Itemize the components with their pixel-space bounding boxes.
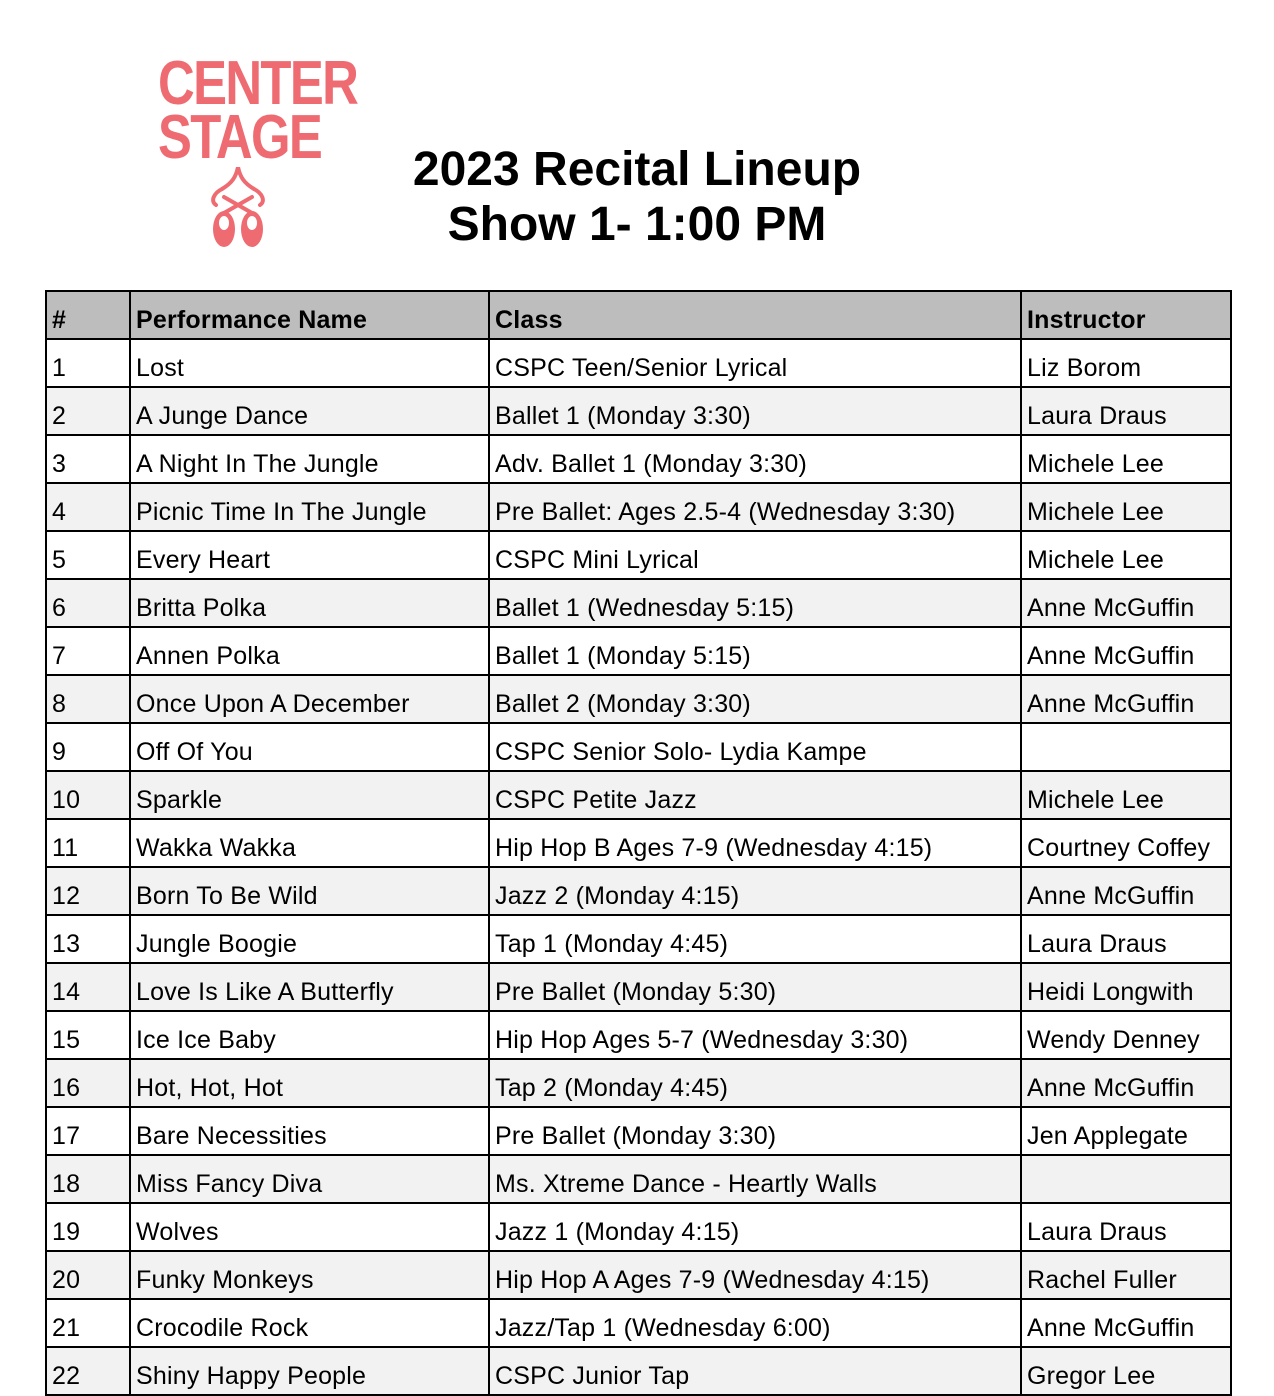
logo-line-2: STAGE bbox=[158, 103, 322, 172]
class-name: Jazz/Tap 1 (Wednesday 6:00) bbox=[489, 1299, 1021, 1347]
row-number: 10 bbox=[46, 771, 130, 819]
performance-name: Jungle Boogie bbox=[130, 915, 489, 963]
page-title: 2023 Recital Lineup bbox=[412, 143, 862, 196]
table-row bbox=[46, 1155, 1231, 1203]
performance-name: Shiny Happy People bbox=[130, 1347, 489, 1395]
row-number: 1 bbox=[46, 339, 130, 387]
performance-name: Sparkle bbox=[130, 771, 489, 819]
lineup-table-body bbox=[46, 339, 1231, 1395]
performance-name: A Junge Dance bbox=[130, 387, 489, 435]
row-number: 8 bbox=[46, 675, 130, 723]
class-name: Ballet 1 (Monday 5:15) bbox=[489, 627, 1021, 675]
instructor-name bbox=[1021, 1155, 1231, 1203]
performance-name: Every Heart bbox=[130, 531, 489, 579]
table-header-row bbox=[46, 291, 1231, 339]
performance-name: Annen Polka bbox=[130, 627, 489, 675]
instructor-name: Anne McGuffin bbox=[1021, 627, 1231, 675]
class-name: Pre Ballet: Ages 2.5-4 (Wednesday 3:30) bbox=[489, 483, 1021, 531]
instructor-name: Michele Lee bbox=[1021, 771, 1231, 819]
instructor-name: Anne McGuffin bbox=[1021, 1299, 1231, 1347]
instructor-name: Jen Applegate bbox=[1021, 1107, 1231, 1155]
instructor-name: Anne McGuffin bbox=[1021, 579, 1231, 627]
instructor-name: Laura Draus bbox=[1021, 387, 1231, 435]
class-name: Pre Ballet (Monday 3:30) bbox=[489, 1107, 1021, 1155]
table-row bbox=[46, 531, 1231, 579]
performance-name: Funky Monkeys bbox=[130, 1251, 489, 1299]
table-row bbox=[46, 771, 1231, 819]
column-header-class: Class bbox=[489, 291, 1021, 339]
row-number: 20 bbox=[46, 1251, 130, 1299]
instructor-name bbox=[1021, 723, 1231, 771]
class-name: Ms. Xtreme Dance - Heartly Walls bbox=[489, 1155, 1021, 1203]
instructor-name: Liz Borom bbox=[1021, 339, 1231, 387]
table-row bbox=[46, 1203, 1231, 1251]
table-row bbox=[46, 915, 1231, 963]
instructor-name: Anne McGuffin bbox=[1021, 675, 1231, 723]
logo-line-1: CENTER bbox=[158, 49, 358, 118]
table-row bbox=[46, 819, 1231, 867]
row-number: 7 bbox=[46, 627, 130, 675]
row-number: 3 bbox=[46, 435, 130, 483]
instructor-name: Gregor Lee bbox=[1021, 1347, 1231, 1395]
row-number: 18 bbox=[46, 1155, 130, 1203]
column-header-performance-name: Performance Name bbox=[130, 291, 489, 339]
performance-name: Once Upon A December bbox=[130, 675, 489, 723]
performance-name: Wakka Wakka bbox=[130, 819, 489, 867]
class-name: CSPC Teen/Senior Lyrical bbox=[489, 339, 1021, 387]
lineup-table bbox=[45, 290, 1232, 1396]
class-name: Hip Hop Ages 5-7 (Wednesday 3:30) bbox=[489, 1011, 1021, 1059]
row-number: 13 bbox=[46, 915, 130, 963]
table-row bbox=[46, 867, 1231, 915]
class-name: CSPC Senior Solo- Lydia Kampe bbox=[489, 723, 1021, 771]
table-row bbox=[46, 435, 1231, 483]
row-number: 22 bbox=[46, 1347, 130, 1395]
row-number: 16 bbox=[46, 1059, 130, 1107]
class-name: Tap 2 (Monday 4:45) bbox=[489, 1059, 1021, 1107]
class-name: CSPC Junior Tap bbox=[489, 1347, 1021, 1395]
row-number: 11 bbox=[46, 819, 130, 867]
row-number: 15 bbox=[46, 1011, 130, 1059]
performance-name: Bare Necessities bbox=[130, 1107, 489, 1155]
column-header-instructor: Instructor bbox=[1021, 291, 1231, 339]
performance-name: Born To Be Wild bbox=[130, 867, 489, 915]
row-number: 12 bbox=[46, 867, 130, 915]
show-subtitle: Show 1- 1:00 PM bbox=[447, 198, 827, 251]
class-name: Ballet 1 (Monday 3:30) bbox=[489, 387, 1021, 435]
performance-name: Wolves bbox=[130, 1203, 489, 1251]
row-number: 21 bbox=[46, 1299, 130, 1347]
instructor-name: Anne McGuffin bbox=[1021, 1059, 1231, 1107]
performance-name: Crocodile Rock bbox=[130, 1299, 489, 1347]
table-row bbox=[46, 483, 1231, 531]
row-number: 6 bbox=[46, 579, 130, 627]
instructor-name: Heidi Longwith bbox=[1021, 963, 1231, 1011]
table-row bbox=[46, 1299, 1231, 1347]
table-row bbox=[46, 1011, 1231, 1059]
table-row bbox=[46, 1059, 1231, 1107]
table-row bbox=[46, 627, 1231, 675]
row-number: 5 bbox=[46, 531, 130, 579]
performance-name: Hot, Hot, Hot bbox=[130, 1059, 489, 1107]
performance-name: Love Is Like A Butterfly bbox=[130, 963, 489, 1011]
class-name: CSPC Mini Lyrical bbox=[489, 531, 1021, 579]
class-name: CSPC Petite Jazz bbox=[489, 771, 1021, 819]
class-name: Jazz 1 (Monday 4:15) bbox=[489, 1203, 1021, 1251]
instructor-name: Laura Draus bbox=[1021, 915, 1231, 963]
row-number: 19 bbox=[46, 1203, 130, 1251]
table-row bbox=[46, 723, 1231, 771]
class-name: Jazz 2 (Monday 4:15) bbox=[489, 867, 1021, 915]
class-name: Adv. Ballet 1 (Monday 3:30) bbox=[489, 435, 1021, 483]
row-number: 14 bbox=[46, 963, 130, 1011]
table-row bbox=[46, 1251, 1231, 1299]
performance-name: Miss Fancy Diva bbox=[130, 1155, 489, 1203]
performance-name: Off Of You bbox=[130, 723, 489, 771]
instructor-name: Rachel Fuller bbox=[1021, 1251, 1231, 1299]
row-number: 2 bbox=[46, 387, 130, 435]
table-row bbox=[46, 1347, 1231, 1395]
row-number: 4 bbox=[46, 483, 130, 531]
table-row bbox=[46, 339, 1231, 387]
class-name: Hip Hop A Ages 7-9 (Wednesday 4:15) bbox=[489, 1251, 1021, 1299]
class-name: Tap 1 (Monday 4:45) bbox=[489, 915, 1021, 963]
column-header-number: # bbox=[46, 291, 130, 339]
instructor-name: Laura Draus bbox=[1021, 1203, 1231, 1251]
performance-name: A Night In The Jungle bbox=[130, 435, 489, 483]
instructor-name: Michele Lee bbox=[1021, 483, 1231, 531]
class-name: Ballet 1 (Wednesday 5:15) bbox=[489, 579, 1021, 627]
table-row bbox=[46, 387, 1231, 435]
class-name: Hip Hop B Ages 7-9 (Wednesday 4:15) bbox=[489, 819, 1021, 867]
instructor-name: Michele Lee bbox=[1021, 435, 1231, 483]
instructor-name: Courtney Coffey bbox=[1021, 819, 1231, 867]
performance-name: Picnic Time In The Jungle bbox=[130, 483, 489, 531]
performance-name: Britta Polka bbox=[130, 579, 489, 627]
class-name: Ballet 2 (Monday 3:30) bbox=[489, 675, 1021, 723]
class-name: Pre Ballet (Monday 5:30) bbox=[489, 963, 1021, 1011]
table-row bbox=[46, 963, 1231, 1011]
row-number: 17 bbox=[46, 1107, 130, 1155]
table-row bbox=[46, 579, 1231, 627]
instructor-name: Anne McGuffin bbox=[1021, 867, 1231, 915]
instructor-name: Wendy Denney bbox=[1021, 1011, 1231, 1059]
table-row bbox=[46, 675, 1231, 723]
instructor-name: Michele Lee bbox=[1021, 531, 1231, 579]
row-number: 9 bbox=[46, 723, 130, 771]
table-row bbox=[46, 1107, 1231, 1155]
performance-name: Ice Ice Baby bbox=[130, 1011, 489, 1059]
performance-name: Lost bbox=[130, 339, 489, 387]
